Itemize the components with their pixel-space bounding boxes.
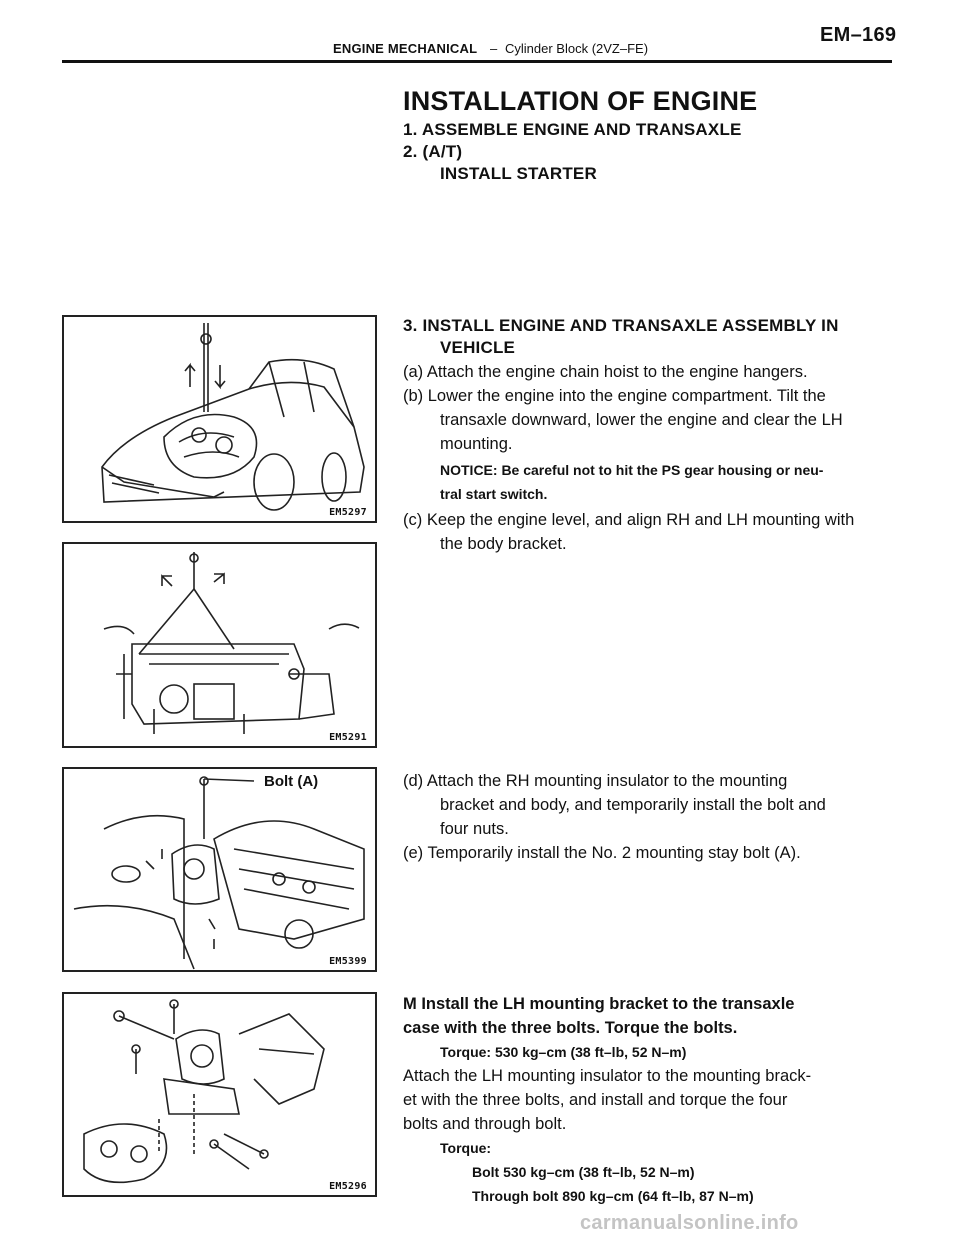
instruction-d: (d) Attach the RH mounting insulator to the mounting bbox=[403, 772, 788, 790]
torque-label: Torque: bbox=[440, 1140, 492, 1156]
instruction-m: M Install the LH mounting bracket to the transaxle bbox=[403, 995, 795, 1013]
figure-engine-hoist-vehicle bbox=[62, 315, 377, 523]
instruction-c: (c) Keep the engine level, and align RH and LH mounting with bbox=[403, 511, 855, 529]
step-2: 2. (A/T) bbox=[403, 142, 463, 161]
rh-mounting-illustration bbox=[64, 769, 377, 972]
step-1: 1. ASSEMBLE ENGINE AND TRANSAXLE bbox=[403, 120, 742, 139]
torque-spec-bolt: Bolt 530 kg–cm (38 ft–lb, 52 N–m) bbox=[472, 1164, 695, 1180]
instruction-d-cont2: four nuts. bbox=[440, 820, 509, 838]
instruction-f-cont: et with the three bolts, and install and torque the four bbox=[403, 1091, 788, 1109]
instruction-d-cont: bracket and body, and temporarily install the bolt and bbox=[440, 796, 826, 814]
instruction-b-cont2: mounting. bbox=[440, 435, 513, 453]
figure-code: EM5399 bbox=[329, 956, 367, 967]
torque-spec-1: Torque: 530 kg–cm (38 ft–lb, 52 N–m) bbox=[440, 1044, 687, 1060]
instruction-e: (e) Temporarily install the No. 2 mounting stay bolt (A). bbox=[403, 844, 801, 862]
page-number: EM–169 bbox=[820, 24, 897, 46]
instruction-f-cont2: bolts and through bolt. bbox=[403, 1115, 567, 1133]
lh-mounting-illustration bbox=[64, 994, 377, 1197]
page-title: INSTALLATION OF ENGINE bbox=[403, 86, 758, 116]
figure-rh-mounting bbox=[62, 767, 377, 972]
instruction-a: (a) Attach the engine chain hoist to the engine hangers. bbox=[403, 363, 808, 381]
notice-line-1: NOTICE: Be careful not to hit the PS gear housing or neu- bbox=[440, 462, 824, 478]
instruction-c-cont: the body bracket. bbox=[440, 535, 567, 553]
instruction-m-cont: case with the three bolts. Torque the bolts. bbox=[403, 1019, 738, 1037]
torque-spec-through-bolt: Through bolt 890 kg–cm (64 ft–lb, 87 N–m) bbox=[472, 1188, 754, 1204]
figure-code: EM5297 bbox=[329, 507, 367, 518]
engine-hoist-vehicle-illustration bbox=[64, 317, 377, 523]
header-separator: – bbox=[490, 41, 498, 56]
figure-code: EM5291 bbox=[329, 732, 367, 743]
figure-lh-mounting bbox=[62, 992, 377, 1197]
step-2-action: INSTALL STARTER bbox=[440, 164, 597, 183]
figure-engine-level bbox=[62, 542, 377, 748]
instruction-f: Attach the LH mounting insulator to the mounting brack- bbox=[403, 1067, 812, 1085]
subsection-title: Cylinder Block (2VZ–FE) bbox=[505, 41, 649, 56]
section-title: ENGINE MECHANICAL bbox=[333, 41, 478, 56]
step-3-cont: VEHICLE bbox=[440, 338, 516, 357]
figure-code: EM5296 bbox=[329, 1181, 367, 1192]
engine-level-illustration bbox=[64, 544, 377, 748]
notice-line-2: tral start switch. bbox=[440, 486, 548, 502]
header-rule bbox=[62, 60, 892, 63]
bolt-a-callout: Bolt (A) bbox=[264, 773, 319, 790]
watermark: carmanualsonline.info bbox=[580, 1212, 799, 1234]
step-3: 3. INSTALL ENGINE AND TRANSAXLE ASSEMBLY IN bbox=[403, 316, 839, 335]
instruction-b: (b) Lower the engine into the engine compartment. Tilt the bbox=[403, 387, 826, 405]
instruction-b-cont: transaxle downward, lower the engine and clear the LH bbox=[440, 411, 843, 429]
